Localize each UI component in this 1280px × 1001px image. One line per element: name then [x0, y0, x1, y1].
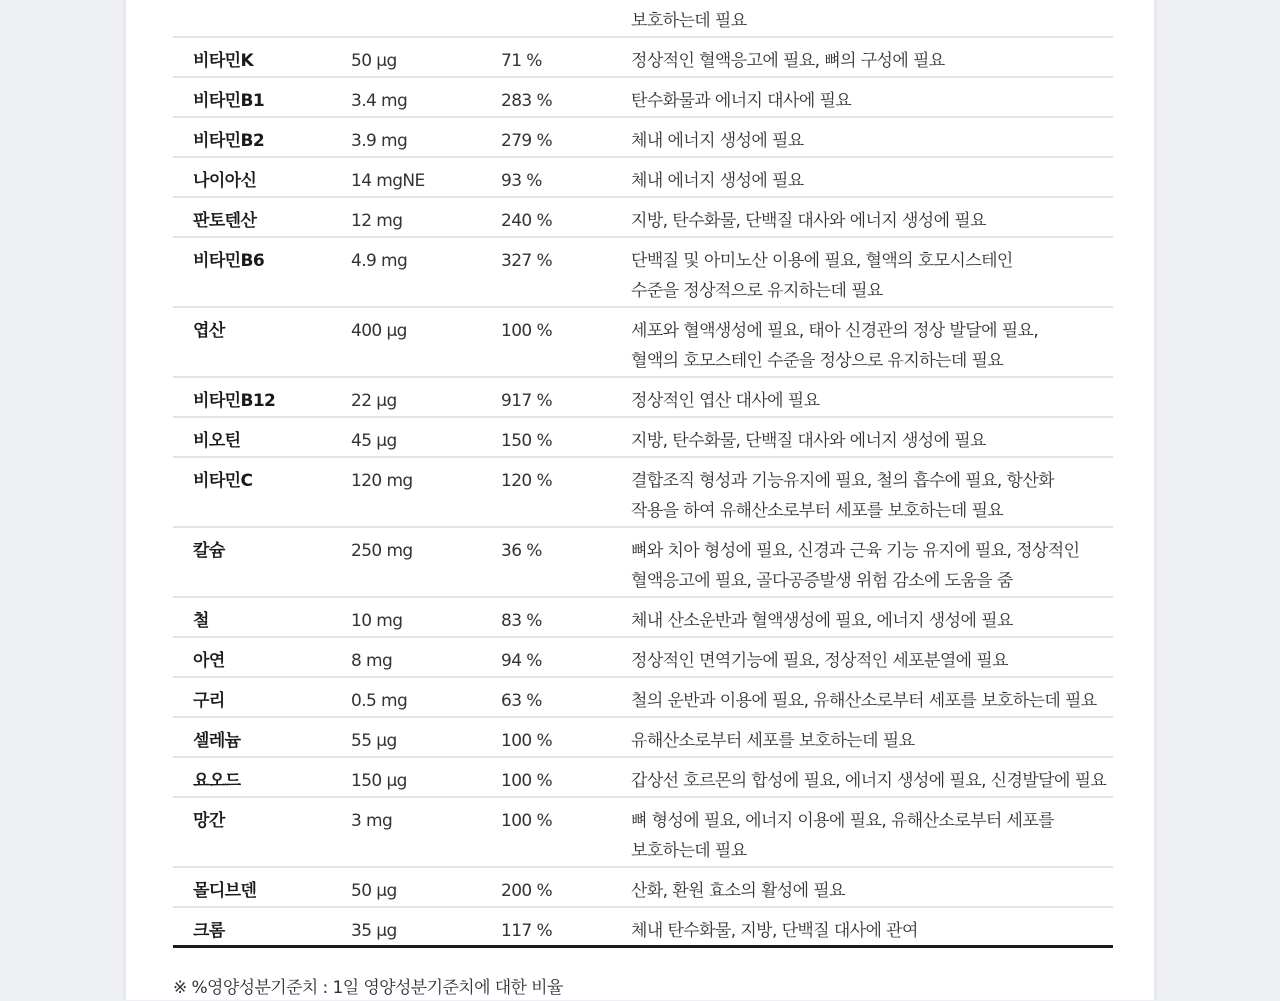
function-text-line: 체내 탄수화물, 지방, 단백질 대사에 관여	[631, 921, 918, 941]
nutrient-name: 요오드	[193, 771, 241, 791]
daily-value-percent	[501, 0, 552, 6]
nutrient-function	[631, 0, 1113, 36]
daily-value-percent: 120 %	[501, 471, 553, 491]
daily-value-percent: 327 %	[501, 251, 553, 271]
nutrient-function	[631, 386, 1113, 416]
table-row	[173, 528, 1113, 598]
function-text-line: 결합조직 형성과 기능유지에 필요, 철의 흡수에 필요, 항산화	[631, 471, 1054, 491]
nutrient-function	[631, 536, 1113, 596]
function-text-line: 갑상선 호르몬의 합성에 필요, 에너지 생성에 필요, 신경발달에 필요	[631, 771, 1107, 791]
daily-value-percent: 36 %	[501, 541, 542, 561]
nutrient-name: 비타민K	[193, 51, 254, 71]
function-text-line: 철의 운반과 이용에 필요, 유해산소로부터 세포를 보호하는데 필요	[631, 691, 1097, 711]
daily-value-percent: 279 %	[501, 131, 553, 151]
function-text-line: 산화, 환원 효소의 활성에 필요	[631, 881, 845, 901]
table-row	[173, 158, 1113, 198]
nutrient-amount: 45 μg	[351, 431, 397, 451]
table-row	[173, 868, 1113, 908]
nutrient-amount: 120 mg	[351, 471, 413, 491]
nutrient-amount: 22 μg	[351, 391, 397, 411]
table-row	[173, 238, 1113, 308]
nutrient-name: 구리	[193, 691, 225, 711]
daily-value-percent: 94 %	[501, 651, 542, 671]
nutrient-amount: 14 mgNE	[351, 171, 425, 191]
nutrient-amount: 12 mg	[351, 211, 403, 231]
daily-value-percent: 71 %	[501, 51, 542, 71]
table-row	[173, 598, 1113, 638]
daily-value-percent: 100 %	[501, 771, 553, 791]
table-row	[173, 78, 1113, 118]
function-text-line: 정상적인 엽산 대사에 필요	[631, 391, 820, 411]
nutrient-function	[631, 426, 1113, 456]
nutrient-name: 비타민B2	[193, 131, 265, 151]
nutrient-function	[631, 246, 1113, 306]
table-row	[173, 638, 1113, 678]
daily-value-percent: 83 %	[501, 611, 542, 631]
nutrient-amount: 4.9 mg	[351, 251, 408, 271]
nutrient-function	[631, 206, 1113, 236]
function-text-line: 정상적인 면역기능에 필요, 정상적인 세포분열에 필요	[631, 651, 1008, 671]
table-row	[173, 908, 1113, 948]
nutrient-function	[631, 466, 1113, 526]
daily-value-percent: 93 %	[501, 171, 542, 191]
daily-value-percent: 117 %	[501, 921, 553, 941]
nutrient-name: 셀레늄	[193, 731, 241, 751]
table-row	[173, 458, 1113, 528]
nutrient-name: 몰디브덴	[193, 881, 257, 901]
nutrient-name: 칼슘	[193, 541, 225, 561]
function-text-line: 수준을 정상적으로 유지하는데 필요	[631, 281, 883, 301]
daily-value-percent: 100 %	[501, 731, 553, 751]
table-row	[173, 378, 1113, 418]
nutrient-amount: 3.4 mg	[351, 91, 408, 111]
nutrient-name: 비타민B12	[193, 391, 276, 411]
function-text-line: 뼈 형성에 필요, 에너지 이용에 필요, 유해산소로부터 세포를	[631, 811, 1054, 831]
nutrient-function	[631, 646, 1113, 676]
nutrient-function	[631, 166, 1113, 196]
nutrient-function	[631, 766, 1113, 796]
function-text-line: 혈액의 호모스테인 수준을 정상으로 유지하는데 필요	[631, 351, 1004, 371]
nutrient-function	[631, 86, 1113, 116]
daily-value-percent: 100 %	[501, 321, 553, 341]
table-row	[173, 118, 1113, 158]
nutrient-function	[631, 686, 1113, 716]
table-row	[173, 0, 1113, 38]
function-text-line: 지방, 탄수화물, 단백질 대사와 에너지 생성에 필요	[631, 211, 986, 231]
nutrient-name: 비타민B6	[193, 251, 265, 271]
content-panel	[123, 0, 1157, 1000]
daily-value-percent: 917 %	[501, 391, 553, 411]
function-text-line: 보호하는데 필요	[631, 11, 747, 31]
daily-value-percent: 100 %	[501, 811, 553, 831]
nutrient-name: 비오틴	[193, 431, 241, 451]
nutrient-function	[631, 606, 1113, 636]
nutrient-name: 엽산	[193, 321, 225, 341]
function-text-line: 보호하는데 필요	[631, 841, 747, 861]
table-row	[173, 718, 1113, 758]
function-text-line: 세포와 혈액생성에 필요, 태아 신경관의 정상 발달에 필요,	[631, 321, 1039, 341]
nutrient-name: 비타민B1	[193, 91, 265, 111]
function-text-line: 체내 산소운반과 혈액생성에 필요, 에너지 생성에 필요	[631, 611, 1013, 631]
nutrient-function	[631, 806, 1113, 866]
nutrient-name	[193, 0, 251, 6]
table-row	[173, 418, 1113, 458]
function-text-line: 체내 에너지 생성에 필요	[631, 131, 804, 151]
nutrient-amount: 250 mg	[351, 541, 413, 561]
daily-value-percent: 150 %	[501, 431, 553, 451]
function-text-line: 유해산소로부터 세포를 보호하는데 필요	[631, 731, 915, 751]
nutrient-amount: 3 mg	[351, 811, 393, 831]
function-text-line: 혈액응고에 필요, 골다공증발생 위험 감소에 도움을 줌	[631, 571, 1013, 591]
nutrient-amount: 0.5 mg	[351, 691, 408, 711]
table-row	[173, 798, 1113, 868]
nutrient-name: 나이아신	[193, 171, 257, 191]
nutrient-function	[631, 876, 1113, 906]
table-row	[173, 308, 1113, 378]
function-text-line: 지방, 탄수화물, 단백질 대사와 에너지 생성에 필요	[631, 431, 986, 451]
function-text-line: 탄수화물과 에너지 대사에 필요	[631, 91, 852, 111]
nutrient-name: 비타민C	[193, 471, 253, 491]
nutrient-amount: 50 μg	[351, 51, 397, 71]
function-text-line: 작용을 하여 유해산소로부터 세포를 보호하는데 필요	[631, 501, 1004, 521]
nutrient-function	[631, 46, 1113, 76]
daily-value-percent: 200 %	[501, 881, 553, 901]
nutrient-name: 판토텐산	[193, 211, 257, 231]
nutrient-amount: 400 μg	[351, 321, 407, 341]
nutrient-amount: 150 μg	[351, 771, 407, 791]
daily-value-percent: 240 %	[501, 211, 553, 231]
nutrient-table	[173, 0, 1113, 948]
daily-value-percent: 283 %	[501, 91, 553, 111]
footnote: ※ %영양성분기준치 : 1일 영양성분기준치에 대한 비율	[173, 978, 563, 998]
nutrient-amount: 10 mg	[351, 611, 403, 631]
nutrient-amount: 55 μg	[351, 731, 397, 751]
nutrient-amount: 3.9 mg	[351, 131, 408, 151]
table-row	[173, 758, 1113, 798]
table-row	[173, 198, 1113, 238]
function-text-line: 체내 에너지 생성에 필요	[631, 171, 804, 191]
nutrient-function	[631, 726, 1113, 756]
nutrient-amount	[351, 0, 453, 6]
nutrient-name: 철	[193, 611, 209, 631]
nutrient-amount: 50 μg	[351, 881, 397, 901]
daily-value-percent: 63 %	[501, 691, 542, 711]
nutrient-function	[631, 126, 1113, 156]
function-text-line: 뼈와 치아 형성에 필요, 신경과 근육 기능 유지에 필요, 정상적인	[631, 541, 1080, 561]
nutrient-amount: 35 μg	[351, 921, 397, 941]
table-row	[173, 38, 1113, 78]
nutrient-amount: 8 mg	[351, 651, 393, 671]
nutrient-function	[631, 316, 1113, 376]
function-text-line: 단백질 및 아미노산 이용에 필요, 혈액의 호모시스테인	[631, 251, 1013, 271]
function-text-line: 정상적인 혈액응고에 필요, 뼈의 구성에 필요	[631, 51, 945, 71]
nutrient-name: 망간	[193, 811, 225, 831]
nutrient-function	[631, 916, 1113, 946]
nutrient-name: 크롬	[193, 921, 225, 941]
table-row	[173, 678, 1113, 718]
nutrient-name: 아연	[193, 651, 225, 671]
